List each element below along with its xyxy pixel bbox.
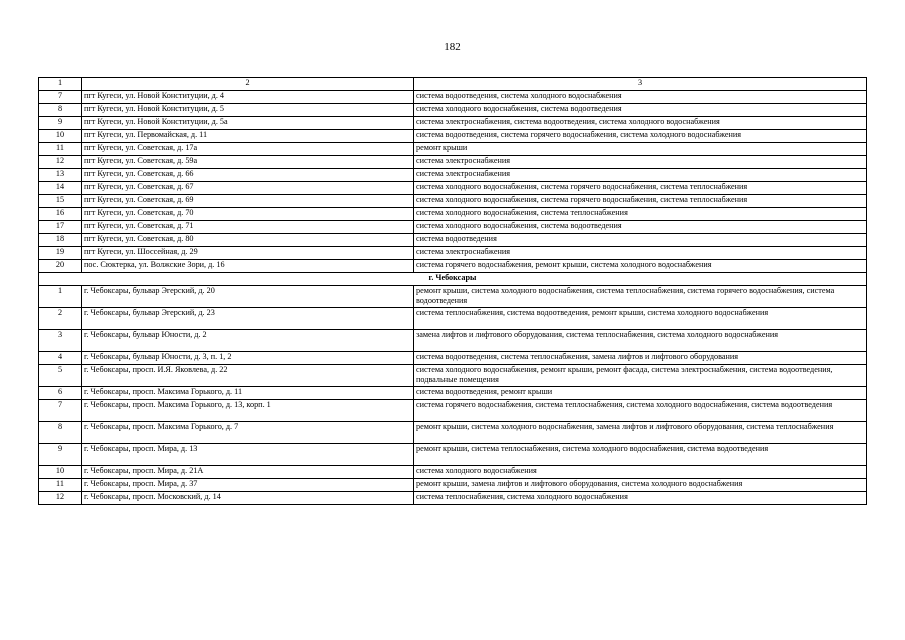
row-address-cell: г. Чебоксары, бульвар Юности, д. 2 [82, 330, 414, 352]
table-row [39, 247, 867, 260]
row-work-cell: замена лифтов и лифтового оборудования, система теплоснабжения, система холодного водоснабжения [414, 330, 867, 352]
row-number-cell: 14 [39, 182, 82, 195]
row-number-cell: 5 [39, 365, 82, 387]
row-work-cell: система водоотведения, ремонт крыши [414, 387, 867, 400]
header-cell-number: 1 [39, 78, 82, 91]
row-number-cell: 12 [39, 156, 82, 169]
row-work-cell: ремонт крыши, система холодного водоснабжения, система теплоснабжения, система горячего водоснабжения, система водоотведения [414, 286, 867, 308]
table-row [39, 308, 867, 330]
row-address-cell: г. Чебоксары, просп. Мира, д. 21А [82, 466, 414, 479]
row-work-cell: система холодного водоснабжения [414, 466, 867, 479]
header-cell-work: 3 [414, 78, 867, 91]
row-work-cell: система горячего водоснабжения, ремонт крыши, система холодного водоснабжения [414, 260, 867, 273]
row-address-cell: г. Чебоксары, просп. Мира, д. 37 [82, 479, 414, 492]
table-row [39, 400, 867, 422]
row-work-cell: система электроснабжения, система водоотведения, система холодного водоснабжения [414, 117, 867, 130]
table-row [39, 208, 867, 221]
row-address-cell: г. Чебоксары, бульвар Эгерский, д. 23 [82, 308, 414, 330]
table-row [39, 444, 867, 466]
row-work-cell: система холодного водоснабжения, система водоотведения [414, 104, 867, 117]
row-number-cell: 10 [39, 466, 82, 479]
row-number-cell: 3 [39, 330, 82, 352]
row-number-cell: 8 [39, 422, 82, 444]
table-row [39, 182, 867, 195]
row-number-cell: 2 [39, 308, 82, 330]
row-address-cell: пгт Кугеси, ул. Новой Конституции, д. 5а [82, 117, 414, 130]
row-work-cell: система холодного водоснабжения, система горячего водоснабжения, система теплоснабжения [414, 195, 867, 208]
row-address-cell: г. Чебоксары, просп. Максима Горького, д. 13, корп. 1 [82, 400, 414, 422]
row-address-cell: пгт Кугеси, ул. Советская, д. 59а [82, 156, 414, 169]
row-address-cell: г. Чебоксары, просп. Московский, д. 14 [82, 492, 414, 505]
row-number-cell: 6 [39, 387, 82, 400]
table-row [39, 352, 867, 365]
row-address-cell: пгт Кугеси, ул. Советская, д. 67 [82, 182, 414, 195]
row-number-cell: 4 [39, 352, 82, 365]
row-address-cell: пгт Кугеси, ул. Советская, д. 80 [82, 234, 414, 247]
row-work-cell: система теплоснабжения, система водоотведения, ремонт крыши, система холодного водоснабжения [414, 308, 867, 330]
row-work-cell: ремонт крыши [414, 143, 867, 156]
table-row [39, 492, 867, 505]
row-number-cell: 19 [39, 247, 82, 260]
table-row [39, 143, 867, 156]
header-cell-address: 2 [82, 78, 414, 91]
row-address-cell: пгт Кугеси, ул. Советская, д. 71 [82, 221, 414, 234]
row-address-cell: пгт Кугеси, ул. Шоссейная, д. 29 [82, 247, 414, 260]
page-number: 182 [444, 41, 461, 53]
row-number-cell: 10 [39, 130, 82, 143]
row-number-cell: 11 [39, 479, 82, 492]
table-row [39, 422, 867, 444]
row-number-cell: 20 [39, 260, 82, 273]
row-number-cell: 7 [39, 400, 82, 422]
row-work-cell: система водоотведения, система теплоснабжения, замена лифтов и лифтового оборудования [414, 352, 867, 365]
section-heading: г. Чебоксары [39, 273, 867, 286]
row-address-cell: пгт Кугеси, ул. Первомайская, д. 11 [82, 130, 414, 143]
table-row [39, 91, 867, 104]
row-number-cell: 18 [39, 234, 82, 247]
row-work-cell: система холодного водоснабжения, система теплоснабжения [414, 208, 867, 221]
table-row [39, 169, 867, 182]
table-row [39, 234, 867, 247]
row-address-cell: г. Чебоксары, просп. Максима Горького, д. 11 [82, 387, 414, 400]
row-number-cell: 17 [39, 221, 82, 234]
row-number-cell: 8 [39, 104, 82, 117]
table-row [39, 466, 867, 479]
table-row [39, 286, 867, 308]
table-row [39, 104, 867, 117]
row-work-cell: система горячего водоснабжения, система теплоснабжения, система холодного водоснабжения, система водоотведения [414, 400, 867, 422]
row-address-cell: пгт Кугеси, ул. Новой Конституции, д. 5 [82, 104, 414, 117]
row-work-cell: ремонт крыши, замена лифтов и лифтового оборудования, система холодного водоснабжения [414, 479, 867, 492]
table-row [39, 117, 867, 130]
row-number-cell: 11 [39, 143, 82, 156]
row-address-cell: г. Чебоксары, просп. И.Я. Яковлева, д. 22 [82, 365, 414, 387]
works-table [38, 77, 867, 505]
row-work-cell: система водоотведения [414, 234, 867, 247]
row-work-cell: система электроснабжения [414, 169, 867, 182]
table-row [39, 260, 867, 273]
table-row [39, 195, 867, 208]
row-address-cell: пгт Кугеси, ул. Советская, д. 17а [82, 143, 414, 156]
row-work-cell: система теплоснабжения, система холодного водоснабжения [414, 492, 867, 505]
row-work-cell: система холодного водоснабжения, система водоотведения [414, 221, 867, 234]
table-body [39, 78, 867, 505]
row-number-cell: 13 [39, 169, 82, 182]
row-work-cell: ремонт крыши, система теплоснабжения, система холодного водоснабжения, система водоотведения [414, 444, 867, 466]
row-address-cell: пгт Кугеси, ул. Новой Конституции, д. 4 [82, 91, 414, 104]
table-header-row [39, 78, 867, 91]
row-number-cell: 15 [39, 195, 82, 208]
row-address-cell: г. Чебоксары, бульвар Эгерский, д. 20 [82, 286, 414, 308]
section-heading-row [39, 273, 867, 286]
table-row [39, 130, 867, 143]
row-work-cell: система водоотведения, система холодного водоснабжения [414, 91, 867, 104]
row-address-cell: пос. Сюктерка, ул. Волжские Зори, д. 16 [82, 260, 414, 273]
row-address-cell: пгт Кугеси, ул. Советская, д. 66 [82, 169, 414, 182]
row-work-cell: система холодного водоснабжения, ремонт крыши, ремонт фасада, система электроснабжения, система водоотведения, подвальные помещения [414, 365, 867, 387]
row-work-cell: система холодного водоснабжения, система горячего водоснабжения, система теплоснабжения [414, 182, 867, 195]
row-number-cell: 9 [39, 444, 82, 466]
table-row [39, 365, 867, 387]
table-row [39, 221, 867, 234]
table-row [39, 479, 867, 492]
row-number-cell: 7 [39, 91, 82, 104]
row-number-cell: 1 [39, 286, 82, 308]
table-row [39, 156, 867, 169]
table-row [39, 387, 867, 400]
row-address-cell: г. Чебоксары, бульвар Юности, д. 3, п. 1, 2 [82, 352, 414, 365]
row-work-cell: система водоотведения, система горячего водоснабжения, система холодного водоснабжения [414, 130, 867, 143]
row-work-cell: система электроснабжения [414, 156, 867, 169]
row-address-cell: г. Чебоксары, просп. Максима Горького, д. 7 [82, 422, 414, 444]
row-address-cell: г. Чебоксары, просп. Мира, д. 13 [82, 444, 414, 466]
row-number-cell: 9 [39, 117, 82, 130]
row-address-cell: пгт Кугеси, ул. Советская, д. 69 [82, 195, 414, 208]
row-work-cell: система электроснабжения [414, 247, 867, 260]
row-number-cell: 16 [39, 208, 82, 221]
row-number-cell: 12 [39, 492, 82, 505]
row-work-cell: ремонт крыши, система холодного водоснабжения, замена лифтов и лифтового оборудования, система теплоснабжения [414, 422, 867, 444]
table-row [39, 330, 867, 352]
row-address-cell: пгт Кугеси, ул. Советская, д. 70 [82, 208, 414, 221]
